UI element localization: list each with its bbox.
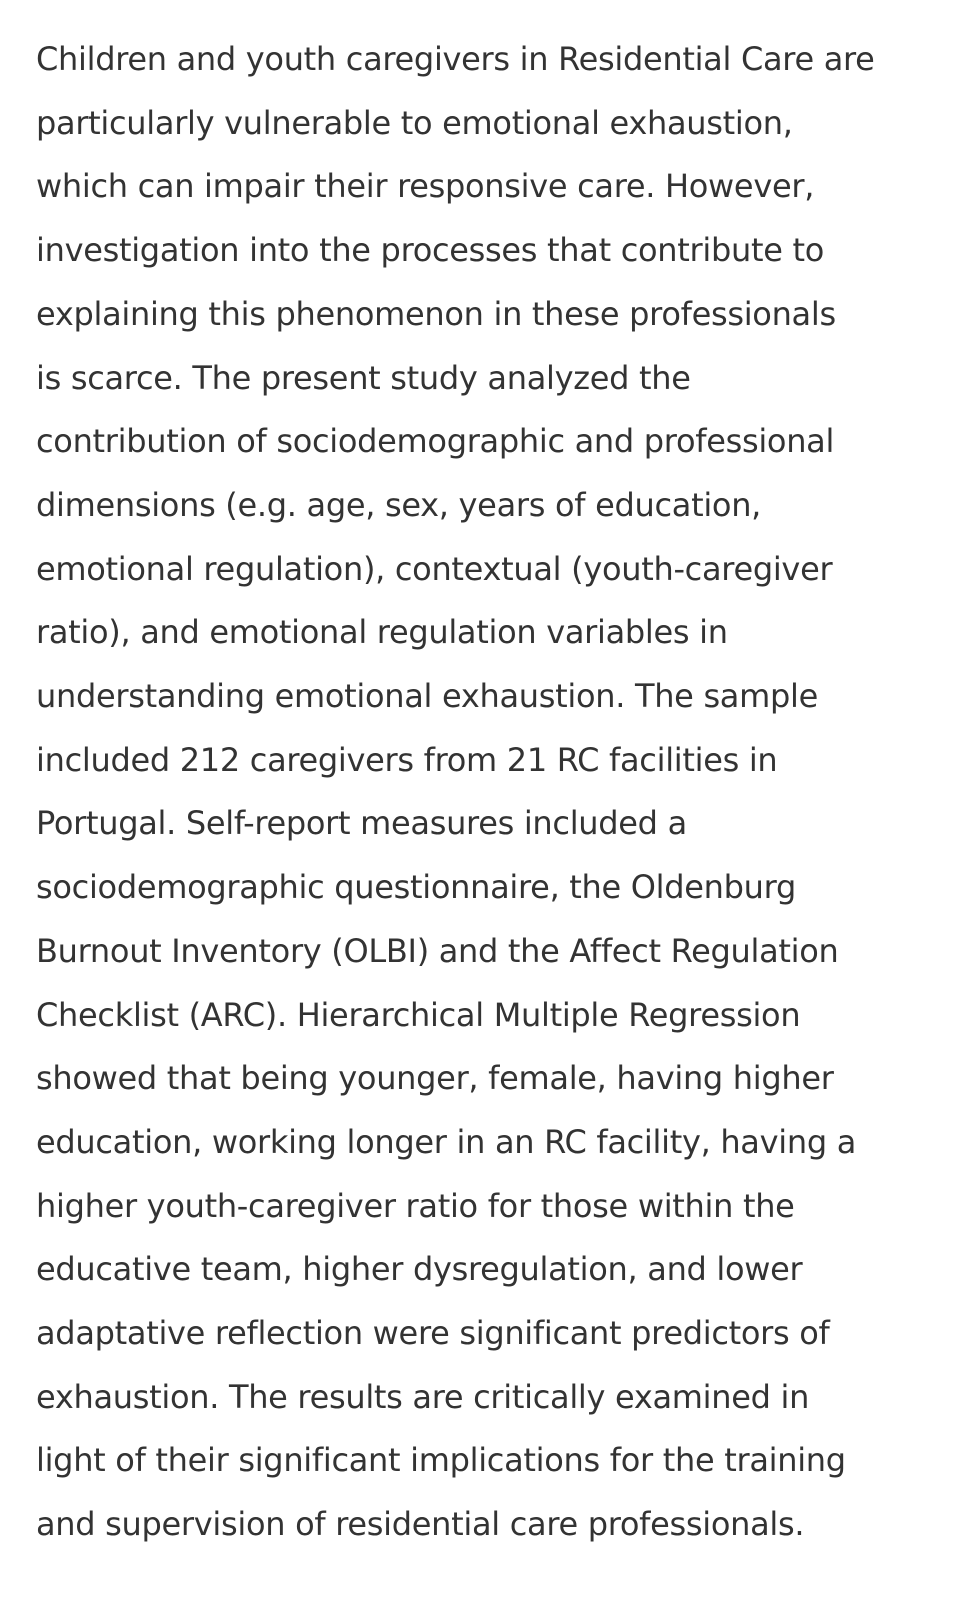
abstract-line: contribution of sociodemographic and professional bbox=[36, 422, 835, 461]
abstract-line: and supervision of residential care professionals. bbox=[36, 1505, 805, 1544]
abstract-line: is scarce. The present study analyzed the bbox=[36, 358, 691, 397]
abstract-line: higher youth-caregiver ratio for those within the bbox=[36, 1186, 795, 1225]
abstract-line: investigation into the processes that contribute to bbox=[36, 231, 824, 270]
abstract-line: ratio), and emotional regulation variables in bbox=[36, 613, 728, 652]
abstract-line: particularly vulnerable to emotional exhaustion, bbox=[36, 103, 793, 142]
abstract-line: educative team, higher dysregulation, and lower bbox=[36, 1250, 803, 1289]
abstract-line: understanding emotional exhaustion. The sample bbox=[36, 677, 818, 716]
abstract-line: which can impair their responsive care. However, bbox=[36, 167, 815, 206]
abstract-line: Portugal. Self-report measures included a bbox=[36, 804, 687, 843]
abstract-line: sociodemographic questionnaire, the Oldenburg bbox=[36, 868, 796, 907]
abstract-line: adaptative reflection were significant predictors of bbox=[36, 1314, 830, 1353]
abstract-line: emotional regulation), contextual (youth-caregiver bbox=[36, 549, 833, 588]
abstract-line: dimensions (e.g. age, sex, years of education, bbox=[36, 485, 762, 524]
abstract-line: Checklist (ARC). Hierarchical Multiple Regression bbox=[36, 995, 801, 1034]
abstract-line: exhaustion. The results are critically examined in bbox=[36, 1377, 810, 1416]
abstract-line: education, working longer in an RC facility, having a bbox=[36, 1122, 857, 1161]
abstract-line: Children and youth caregivers in Residential Care are bbox=[36, 40, 875, 78]
abstract-line: showed that being younger, female, having higher bbox=[36, 1059, 834, 1098]
abstract-line: included 212 caregivers from 21 RC facilities in bbox=[36, 740, 778, 779]
abstract-line: explaining this phenomenon in these professionals bbox=[36, 294, 836, 333]
abstract-paragraph bbox=[36, 28, 924, 1557]
abstract-line: Burnout Inventory (OLBI) and the Affect Regulation bbox=[36, 931, 839, 970]
abstract-line: light of their significant implications for the training bbox=[36, 1441, 846, 1480]
